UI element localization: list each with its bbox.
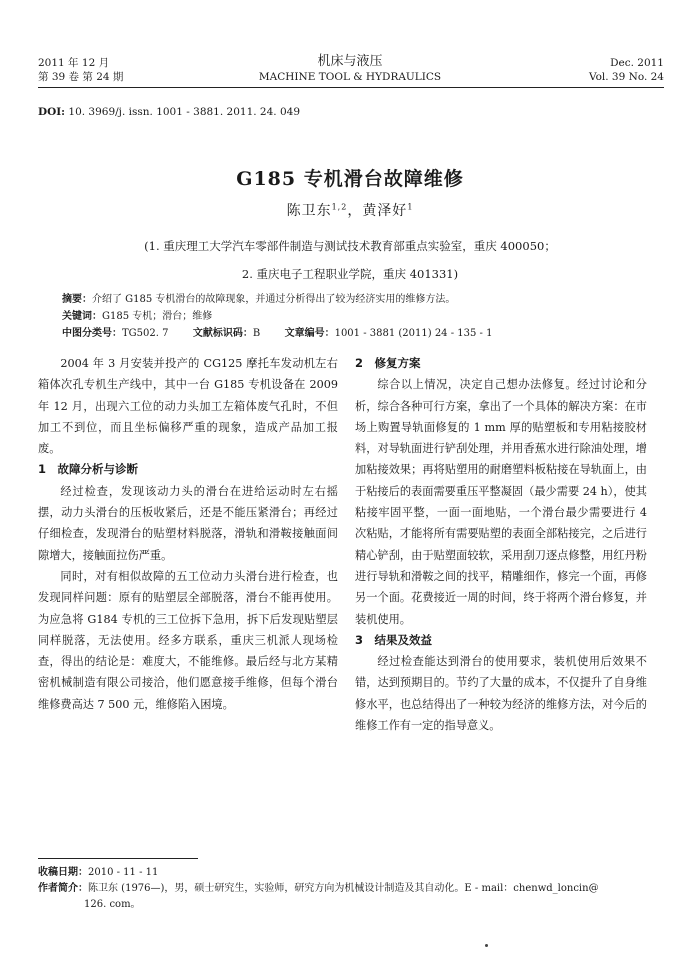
paper-title: G185 专机滑台故障维修	[236, 168, 464, 190]
article-number-value: 1001 - 3881 (2011) 24 - 135 - 1	[334, 328, 493, 339]
intro-paragraph: 2004 年 3 月安装并投产的 CG125 摩托车发动机左右箱体次孔专机生产线中，其中一台 G185 专机设备在 2009 年 12 月，出现六工位的动力头加工左箱体废气孔时，不但加工不到位，而且坐标偏移严重的现象，造成产品加工报废。	[38, 357, 338, 456]
section-1-paragraph-1: 经过检查，发现该动力头的滑台在进给运动时左右摇摆，动力头滑台的压板收紧后，还是不能压紧滑台；再经过仔细检查，发现滑台的贴塑材料脱落，滑轨和滑鞍接触面间隙增大，接触面拉伤严重。	[38, 484, 338, 562]
keywords	[62, 308, 642, 325]
section-2-paragraph: 综合以上情况，决定自己想办法修复。经过讨论和分析，综合各种可行方案，拿出了一个具体的解决方案：在市场上购置导轨面修复的 1 mm 厚的贴塑板和专用粘接胶材料，对导轨面进行铲刮处理，并用香蕉水进行除油处理，增加粘接效果；再将贴塑用的耐磨塑料板粘接在导轨面上，由于粘接后的表面需要重压平整凝固（最少需要 24 h），使其粘接牢固平整，一面一面地贴，一个滑台最少需要进行 4 次粘贴，才能将所有需要贴塑的表面全部粘接完，之后进行精心铲刮，由于贴塑面较软，采用刮刀逐点修整，用红丹粉进行导轨和滑鞍之间的找平，精雕细作，修完一个面，再修另一个面。花费接近一周的时间，终于将两个滑台修复，并装机使用。	[355, 378, 647, 626]
received-value: 2010 - 11 - 11	[88, 867, 159, 878]
section-1-heading: 1 故障分析与诊断	[38, 462, 139, 477]
keywords-label: 关键词：	[62, 311, 102, 322]
scan-dot	[485, 944, 488, 947]
author-1: 陈卫东	[286, 203, 332, 219]
doc-code-label: 文献标识码：	[192, 328, 253, 339]
affiliation-2: 2. 重庆电子工程职业学院，重庆 401331)	[241, 267, 459, 281]
author-2: 黄泽好	[362, 203, 408, 219]
header-journal	[200, 54, 500, 84]
section-3-paragraph: 经过检查能达到滑台的使用要求，装机使用后效果不错，达到预期目的。节约了大量的成本，不仅提升了自身维修水平，也总结得出了一种较为经济的维修方法，对今后的维修工作有一定的指导意义。	[355, 655, 647, 733]
affiliation-1: (1. 重庆理工大学汽车零部件制造与测试技术教育部重点实验室，重庆 400050；	[144, 239, 556, 253]
classification-line	[62, 325, 642, 342]
keywords-text: G185 专机；滑台；维修	[102, 311, 213, 322]
doi-value: 10. 3969/j. issn. 1001 - 3881. 2011. 24. 049	[68, 106, 301, 118]
header-date-line: 2011 年 12 月	[38, 57, 110, 69]
abstract-label: 摘要：	[62, 294, 92, 305]
article-number-label: 文章编号：	[284, 328, 335, 339]
journal-name-en: MACHINE TOOL & HYDRAULICS	[258, 71, 442, 83]
doi-label: DOI:	[38, 106, 66, 118]
abstract	[62, 291, 642, 308]
section-2-heading: 2 修复方案	[355, 356, 421, 370]
clc-value: TG502. 7	[122, 328, 169, 339]
header-issue-date: Dec. 2011	[610, 57, 664, 69]
author-separator: ，	[347, 203, 363, 219]
abstract-block	[62, 291, 642, 342]
header-issue-volume: Vol. 39 No. 24	[588, 71, 664, 83]
footnote	[38, 865, 648, 913]
header-divider	[38, 87, 664, 88]
received-label: 收稿日期：	[38, 867, 88, 878]
section-1-paragraph-2: 同时，对有相似故障的五工位动力头滑台进行检查，也发现同样问题：原有的贴塑层全部脱落，滑台不能再使用。为应急将 G184 专机的三工位拆下急用，拆下后发现贴塑层同样脱落，无法使用。经多方联系，重庆三机派人现场检查，得出的结论是：难度大，不能维修。最后经与北方某精密机械制造有限公司接洽，他们愿意接手维修，但每个滑台维修费高达 7 500 元，维修陷入困境。	[38, 569, 338, 711]
author-line	[0, 200, 700, 220]
author-bio-line-2: 126. com。	[84, 899, 141, 910]
author-bio-line-1: 陈卫东 (1976—)，男，硕士研究生，实验师，研究方向为机械设计制造及其自动化。E - mail：chenwd_loncin@	[88, 883, 599, 894]
author-bio-label: 作者简介：	[38, 883, 88, 894]
clc-label: 中图分类号：	[62, 328, 122, 339]
journal-name-cn: 机床与液压	[317, 54, 383, 69]
footnote-divider	[38, 858, 198, 859]
author-1-affiliation: 1,2	[331, 202, 348, 212]
author-bio	[38, 881, 648, 913]
right-column	[355, 353, 647, 736]
doi-line	[38, 106, 300, 118]
header-volume-line: 第 39 卷 第 24 期	[38, 71, 124, 83]
abstract-text: 介绍了 G185 专机滑台的故障现象，并通过分析得出了较为经济实用的维修方法。	[92, 294, 456, 305]
left-column	[38, 353, 338, 715]
section-3-heading: 3 结果及效益	[355, 632, 433, 647]
author-2-affiliation: 1	[407, 202, 414, 212]
received-date	[38, 865, 648, 881]
header-issue	[589, 56, 664, 84]
header-date	[38, 56, 123, 84]
doc-code-value: B	[252, 328, 261, 339]
